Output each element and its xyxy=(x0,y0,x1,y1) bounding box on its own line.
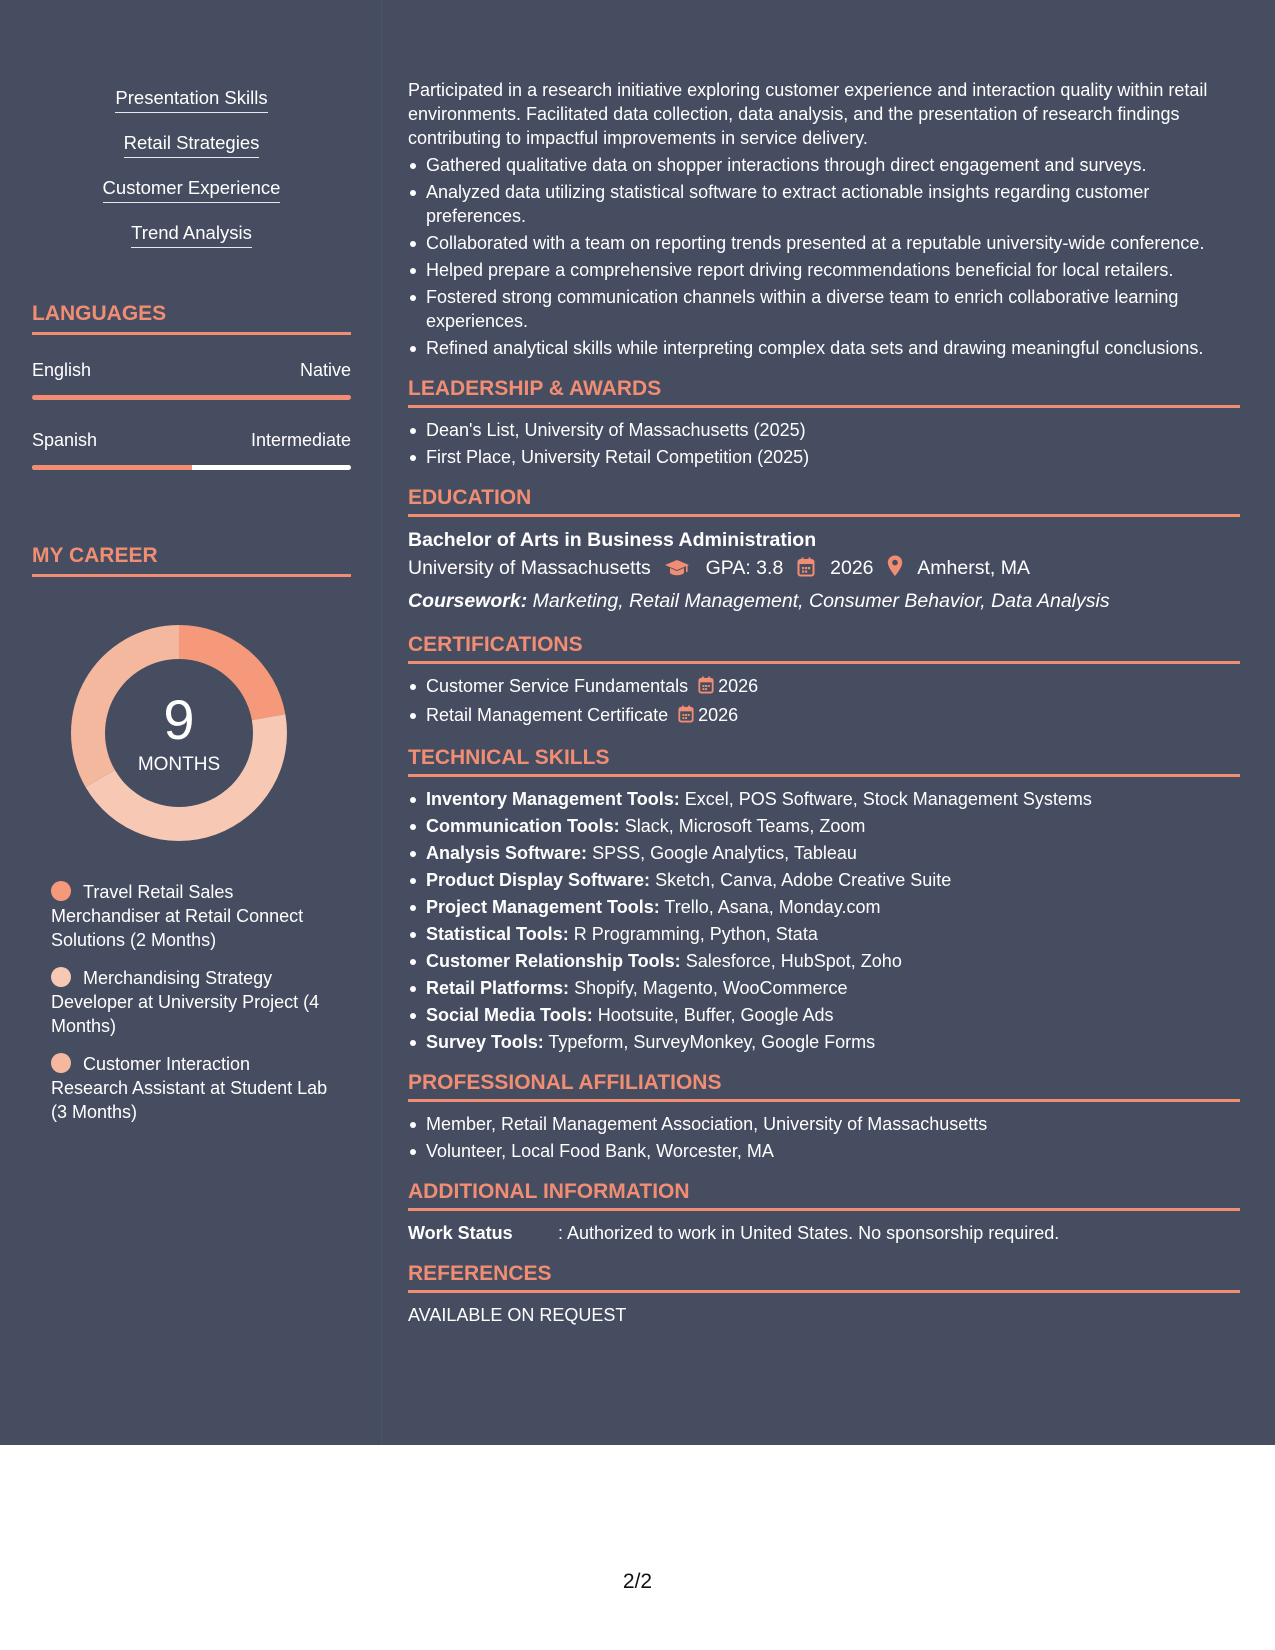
career-legend xyxy=(51,880,331,1138)
calendar-icon xyxy=(698,676,714,700)
additional-info-heading: ADDITIONAL INFORMATION xyxy=(408,1180,1240,1211)
coursework xyxy=(408,586,1240,616)
coursework-label: Coursework: xyxy=(408,590,528,612)
technical-skills-heading: TECHNICAL SKILLS xyxy=(408,746,1240,777)
skill-item xyxy=(32,176,351,221)
career-heading: MY CAREER xyxy=(32,544,351,577)
experience-bullets xyxy=(408,153,1240,360)
work-status-value: : Authorized to work in United States. No sponsorship required. xyxy=(558,1223,1060,1243)
location-pin-icon xyxy=(887,555,903,586)
education-heading: EDUCATION xyxy=(408,486,1240,517)
technical-skill-item xyxy=(408,1030,1240,1054)
skill-values: R Programming, Python, Stata xyxy=(573,924,818,944)
leadership-section xyxy=(408,377,1240,469)
references-text: AVAILABLE ON REQUEST xyxy=(408,1305,627,1325)
graduation-cap-icon xyxy=(664,556,690,586)
skill-category: Inventory Management Tools: xyxy=(426,789,680,809)
skills-list xyxy=(32,86,351,266)
experience-bullet: Analyzed data utilizing statistical software to extract actionable insights regarding customer preferences. xyxy=(408,180,1240,228)
legend-dot-icon xyxy=(51,881,71,901)
language-name: English xyxy=(32,360,92,380)
technical-skill-item xyxy=(408,976,1240,1000)
skill-label: Trend Analysis xyxy=(131,221,252,248)
affiliations-heading: PROFESSIONAL AFFILIATIONS xyxy=(408,1071,1240,1102)
experience-bullet: Fostered strong communication channels within a diverse team to enrich collaborative learning experiences. xyxy=(408,285,1240,333)
language-level: Native xyxy=(299,360,351,380)
career-item-label: Travel Retail Sales Merchandiser at Retail Connect Solutions (2 Months) xyxy=(51,882,304,950)
technical-skill-item xyxy=(408,1003,1240,1027)
skill-category: Retail Platforms: xyxy=(426,978,570,998)
experience-bullet: Collaborated with a team on reporting trends presented at a reputable university-wide conference. xyxy=(408,231,1240,255)
skill-values: Sketch, Canva, Adobe Creative Suite xyxy=(655,870,952,890)
skill-category: Project Management Tools: xyxy=(426,897,660,917)
skill-item xyxy=(32,86,351,131)
affiliations-list xyxy=(408,1112,1240,1163)
skill-category: Analysis Software: xyxy=(426,843,588,863)
certification-year: 2026 xyxy=(698,705,739,725)
skill-values: Trello, Asana, Monday.com xyxy=(664,897,881,917)
skill-values: Typeform, SurveyMonkey, Google Forms xyxy=(548,1032,876,1052)
skill-label: Retail Strategies xyxy=(124,131,260,158)
skill-category: Statistical Tools: xyxy=(426,924,569,944)
certification-name: Retail Management Certificate xyxy=(426,705,669,725)
career-legend-item xyxy=(51,966,331,1038)
certification-item xyxy=(408,703,1240,729)
language-proficiency-fill xyxy=(32,465,192,470)
career-total-number: 9 xyxy=(163,688,195,751)
leadership-list xyxy=(408,418,1240,469)
language-row xyxy=(32,430,351,470)
work-status-row xyxy=(408,1221,1240,1245)
technical-skill-item xyxy=(408,868,1240,892)
skill-label: Presentation Skills xyxy=(115,86,267,113)
technical-skill-item xyxy=(408,814,1240,838)
skill-item xyxy=(32,131,351,176)
language-name: Spanish xyxy=(32,430,98,450)
education-details xyxy=(408,553,1240,586)
technical-skills-section xyxy=(408,746,1240,1054)
graduation-year: 2026 xyxy=(830,557,874,579)
references-heading: REFERENCES xyxy=(408,1262,1240,1293)
technical-skill-item xyxy=(408,841,1240,865)
legend-dot-icon xyxy=(51,967,71,987)
skill-values: Salesforce, HubSpot, Zoho xyxy=(685,951,902,971)
experience-bullet: Refined analytical skills while interpreting complex data sets and drawing meaningful conclusions. xyxy=(408,336,1240,360)
languages-heading: LANGUAGES xyxy=(32,302,351,335)
language-proficiency-fill xyxy=(32,395,351,400)
skill-values: Shopify, Magento, WooCommerce xyxy=(574,978,848,998)
calendar-icon xyxy=(678,705,694,729)
technical-skill-item xyxy=(408,949,1240,973)
certification-item xyxy=(408,674,1240,700)
skill-item xyxy=(32,221,351,266)
technical-skills-list xyxy=(408,787,1240,1054)
sidebar xyxy=(0,0,382,1445)
skill-category: Customer Relationship Tools: xyxy=(426,951,681,971)
technical-skill-item xyxy=(408,787,1240,811)
school-name: University of Massachusetts xyxy=(408,557,651,579)
leadership-item: Dean's List, University of Massachusetts (2025) xyxy=(408,418,1240,442)
degree-title: Bachelor of Arts in Business Administration xyxy=(408,529,817,551)
affiliation-item: Member, Retail Management Association, University of Massachusetts xyxy=(408,1112,1240,1136)
work-status-label: Work Status xyxy=(408,1223,513,1243)
certification-name: Customer Service Fundamentals xyxy=(426,676,689,696)
additional-info-section xyxy=(408,1180,1240,1245)
skill-values: Hootsuite, Buffer, Google Ads xyxy=(597,1005,834,1025)
career-legend-item xyxy=(51,880,331,952)
career-legend-item xyxy=(51,1052,331,1124)
career-item-label: Merchandising Strategy Developer at University Project (4 Months) xyxy=(51,968,320,1036)
certifications-heading: CERTIFICATIONS xyxy=(408,633,1240,664)
calendar-icon xyxy=(797,556,815,586)
education-location: Amherst, MA xyxy=(917,557,1030,579)
page-number: 2/2 xyxy=(622,1570,653,1593)
skill-category: Communication Tools: xyxy=(426,816,620,836)
affiliation-item: Volunteer, Local Food Bank, Worcester, MA xyxy=(408,1139,1240,1163)
skill-category: Social Media Tools: xyxy=(426,1005,593,1025)
skill-category: Product Display Software: xyxy=(426,870,651,890)
certifications-list xyxy=(408,674,1240,729)
language-proficiency-bar xyxy=(32,465,351,470)
language-row xyxy=(32,360,351,400)
skill-values: SPSS, Google Analytics, Tableau xyxy=(592,843,857,863)
certifications-section xyxy=(408,633,1240,729)
technical-skill-item xyxy=(408,922,1240,946)
language-proficiency-bar xyxy=(32,395,351,400)
skill-category: Survey Tools: xyxy=(426,1032,544,1052)
skill-values: Excel, POS Software, Stock Management Systems xyxy=(684,789,1092,809)
technical-skill-item xyxy=(408,895,1240,919)
experience-summary: Participated in a research initiative exploring customer experience and interaction quality within retail environments. Facilitated data collection, data analysis, and the presentation of research findings contributing to impactful improvements in service delivery. xyxy=(408,80,1208,148)
skill-values: Slack, Microsoft Teams, Zoom xyxy=(624,816,866,836)
experience-bullet: Gathered qualitative data on shopper interactions through direct engagement and surveys. xyxy=(408,153,1240,177)
skill-label: Customer Experience xyxy=(103,176,281,203)
references-section xyxy=(408,1262,1240,1327)
career-total-unit: MONTHS xyxy=(137,754,221,775)
language-level: Intermediate xyxy=(250,430,351,450)
coursework-list: Marketing, Retail Management, Consumer Behavior, Data Analysis xyxy=(532,590,1110,612)
leadership-heading: LEADERSHIP & AWARDS xyxy=(408,377,1240,408)
career-item-label: Customer Interaction Research Assistant at Student Lab (3 Months) xyxy=(51,1054,328,1122)
certification-year: 2026 xyxy=(718,676,759,696)
gpa-value: GPA: 3.8 xyxy=(705,557,784,579)
leadership-item: First Place, University Retail Competition (2025) xyxy=(408,445,1240,469)
main-column xyxy=(408,78,1240,1327)
legend-dot-icon xyxy=(51,1053,71,1073)
affiliations-section xyxy=(408,1071,1240,1163)
education-section xyxy=(408,486,1240,616)
experience-bullet: Helped prepare a comprehensive report driving recommendations beneficial for local retailers. xyxy=(408,258,1240,282)
